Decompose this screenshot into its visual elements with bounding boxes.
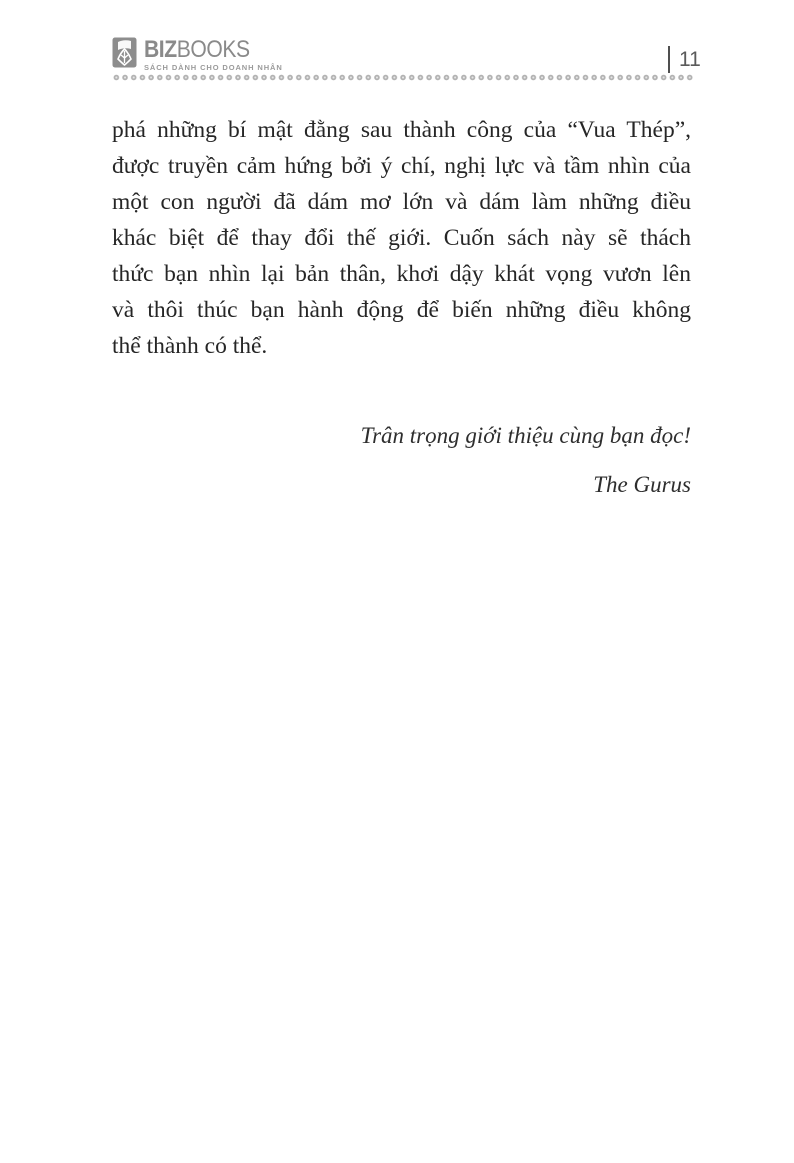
paragraph-line: một con người đã dám mơ lớn và dám làm những điều [112, 189, 691, 215]
dotted-divider [112, 73, 693, 82]
publisher-logo [112, 37, 283, 72]
paragraph-line: phá những bí mật đằng sau thành công của “Vua Thép”, [112, 117, 691, 143]
paragraph-line: và thôi thúc bạn hành động để biến những điều không [112, 297, 691, 323]
paragraph-line: khác biệt để thay đổi thế giới. Cuốn sách này sẽ thách [112, 225, 691, 251]
signature-block [112, 411, 691, 509]
logo-wordmark [144, 36, 266, 63]
signature-greeting: Trân trọng giới thiệu cùng bạn đọc! [360, 423, 691, 448]
paragraph-line: thể thành có thể. [112, 333, 268, 359]
logo-wordmark-biz: BIZ [144, 36, 177, 63]
signature-author: The Gurus [593, 472, 691, 497]
page-number: 11 [668, 46, 701, 73]
logo-tagline: SÁCH DÀNH CHO DOANH NHÂN [144, 63, 283, 72]
bizbooks-logo-icon [112, 37, 137, 68]
paragraph-line: được truyền cảm hứng bởi ý chí, nghị lực và tầm nhìn của [112, 153, 691, 179]
body-paragraph [112, 112, 691, 364]
logo-wordmark-books: BOOKS [176, 36, 250, 63]
paragraph-line: thức bạn nhìn lại bản thân, khơi dậy khát vọng vươn lên [112, 261, 691, 287]
logo-text-block [144, 37, 283, 72]
